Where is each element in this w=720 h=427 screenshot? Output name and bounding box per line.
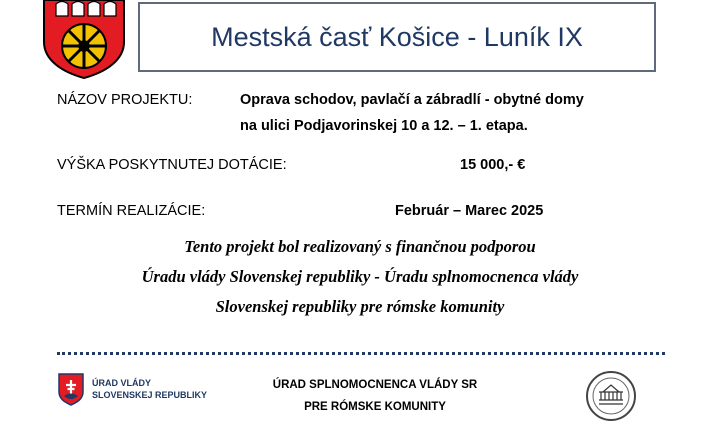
grant-amount-label: VÝŠKA POSKYTNUTEJ DOTÁCIE: bbox=[57, 157, 287, 173]
footer-center-line1: ÚRAD SPLNOMOCNENCA VLÁDY SR bbox=[272, 379, 478, 391]
coat-of-arms-icon bbox=[40, 0, 128, 80]
page-title: Mestská časť Košice - Luník IX bbox=[211, 21, 583, 52]
realization-term-label: TERMÍN REALIZÁCIE: bbox=[57, 203, 206, 219]
funding-statement-line2: Úradu vlády Slovenskej republiky - Úradu splnomocnenca vlády bbox=[141, 267, 579, 286]
funding-statement-line3: Slovenskej republiky pre rómske komunity bbox=[215, 297, 505, 316]
gov-logo-line1: ÚRAD VLÁDY bbox=[92, 378, 152, 388]
project-name-label: NÁZOV PROJEKTU: bbox=[57, 92, 193, 108]
dotted-divider bbox=[57, 352, 665, 359]
footer-center-text bbox=[230, 374, 520, 418]
document-header bbox=[0, 0, 720, 80]
title-box bbox=[138, 2, 656, 72]
footer-center-line2: PRE RÓMSKE KOMUNITY bbox=[304, 401, 446, 413]
government-office-logo bbox=[57, 372, 207, 406]
grant-amount-value: 15 000,- € bbox=[460, 157, 526, 173]
funding-statement bbox=[0, 232, 720, 322]
government-office-logo-text bbox=[92, 377, 207, 401]
slovak-shield-icon bbox=[57, 372, 85, 406]
project-name-value-line2: na ulici Podjavorinskej 10 a 12. – 1. etapa. bbox=[240, 118, 528, 134]
realization-term-value: Február – Marec 2025 bbox=[395, 203, 544, 219]
funding-statement-line1: Tento projekt bol realizovaný s finančnou podporou bbox=[184, 237, 536, 256]
gov-logo-line2: SLOVENSKEJ REPUBLIKY bbox=[92, 390, 208, 400]
project-name-value-line1: Oprava schodov, pavlačí a zábradlí - obytné domy bbox=[240, 92, 584, 108]
roma-community-emblem-icon bbox=[585, 370, 637, 422]
